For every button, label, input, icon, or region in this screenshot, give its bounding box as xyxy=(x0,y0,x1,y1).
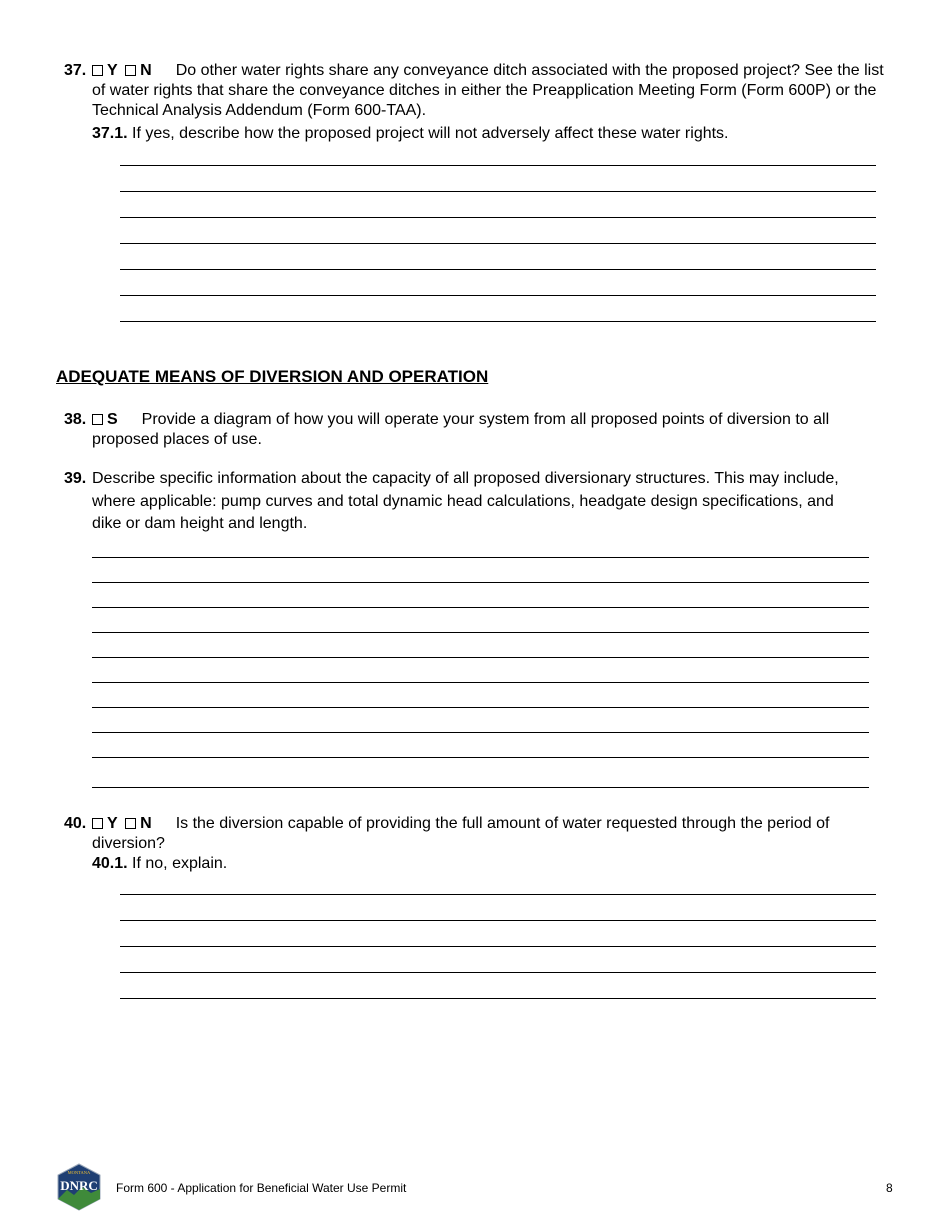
answer-line-39-9[interactable] xyxy=(92,757,869,758)
question-37-text: Do other water rights share any conveyance ditch associated with the proposed project? See the list of water rights that share the conveyance ditches in either the Preapplication Meeting Form (Form 600P) or the Technical Analysis Addendum (Form 600-TAA). xyxy=(92,62,884,119)
answer-line-39-5[interactable] xyxy=(92,657,869,658)
answer-line-39-2[interactable] xyxy=(92,582,869,583)
question-39-header xyxy=(64,468,844,536)
question-39-text: Describe specific information about the capacity of all proposed diversionary structures. This may include, where applicable: pump curves and total dynamic head calculations, headgate design specifications, and dike or dam height and length. xyxy=(92,470,839,532)
answer-line-39-1[interactable] xyxy=(92,557,869,558)
question-37 xyxy=(64,61,884,144)
question-40-1-number: 40.1. xyxy=(92,855,128,872)
answer-line-39-7[interactable] xyxy=(92,707,869,708)
page-number: 8 xyxy=(886,1181,893,1195)
answer-line-40-1[interactable] xyxy=(120,894,876,895)
question-40-1-text: If no, explain. xyxy=(132,855,228,872)
no-checkbox[interactable] xyxy=(125,818,136,829)
answer-line-37-3[interactable] xyxy=(120,217,876,218)
answer-line-39-6[interactable] xyxy=(92,682,869,683)
answer-line-40-3[interactable] xyxy=(120,946,876,947)
answer-line-37-4[interactable] xyxy=(120,243,876,244)
answer-line-39-10[interactable] xyxy=(92,787,869,788)
answer-line-39-4[interactable] xyxy=(92,632,869,633)
yes-label: Y xyxy=(107,62,118,79)
answer-line-37-6[interactable] xyxy=(120,295,876,296)
no-checkbox[interactable] xyxy=(125,65,136,76)
answer-line-40-5[interactable] xyxy=(120,998,876,999)
section-title: ADEQUATE MEANS OF DIVERSION AND OPERATION xyxy=(56,367,489,386)
answer-line-37-2[interactable] xyxy=(120,191,876,192)
no-label: N xyxy=(140,62,152,79)
answer-line-37-7[interactable] xyxy=(120,321,876,322)
answer-line-39-8[interactable] xyxy=(92,732,869,733)
question-37-1-text: If yes, describe how the proposed project will not adversely affect these water rights. xyxy=(132,125,729,142)
question-40-text: Is the diversion capable of providing the full amount of water requested through the period of diversion? xyxy=(92,815,830,852)
question-37-1 xyxy=(92,124,884,144)
answer-line-37-1[interactable] xyxy=(120,165,876,166)
no-label: N xyxy=(140,815,152,832)
logo-top-text: MONTANA xyxy=(67,1170,91,1175)
question-40-1 xyxy=(92,854,884,874)
answer-line-39-3[interactable] xyxy=(92,607,869,608)
logo-text: DNRC xyxy=(60,1178,98,1193)
question-38-text: Provide a diagram of how you will operate your system from all proposed points of diversion to all proposed places of use. xyxy=(92,411,830,448)
yes-label: Y xyxy=(107,815,118,832)
yes-checkbox[interactable] xyxy=(92,65,103,76)
question-37-header xyxy=(64,61,884,121)
question-37-options xyxy=(92,62,152,79)
question-39-number: 39. xyxy=(64,470,87,487)
question-37-1-number: 37.1. xyxy=(92,125,128,142)
dnrc-logo-icon xyxy=(55,1163,103,1211)
answer-line-37-5[interactable] xyxy=(120,269,876,270)
supplied-label: S xyxy=(107,411,118,428)
question-40-options xyxy=(92,815,152,832)
yes-checkbox[interactable] xyxy=(92,818,103,829)
question-40 xyxy=(64,814,884,874)
question-40-header xyxy=(64,814,884,854)
question-40-number: 40. xyxy=(64,815,87,832)
question-38-header xyxy=(64,410,884,450)
question-38 xyxy=(64,410,884,450)
question-38-number: 38. xyxy=(64,411,87,428)
question-37-number: 37. xyxy=(64,62,87,79)
answer-line-40-4[interactable] xyxy=(120,972,876,973)
supplied-checkbox[interactable] xyxy=(92,414,103,425)
question-39 xyxy=(64,468,844,536)
question-38-options xyxy=(92,411,118,428)
footer-form-title: Form 600 - Application for Beneficial Water Use Permit xyxy=(116,1181,407,1195)
answer-line-40-2[interactable] xyxy=(120,920,876,921)
